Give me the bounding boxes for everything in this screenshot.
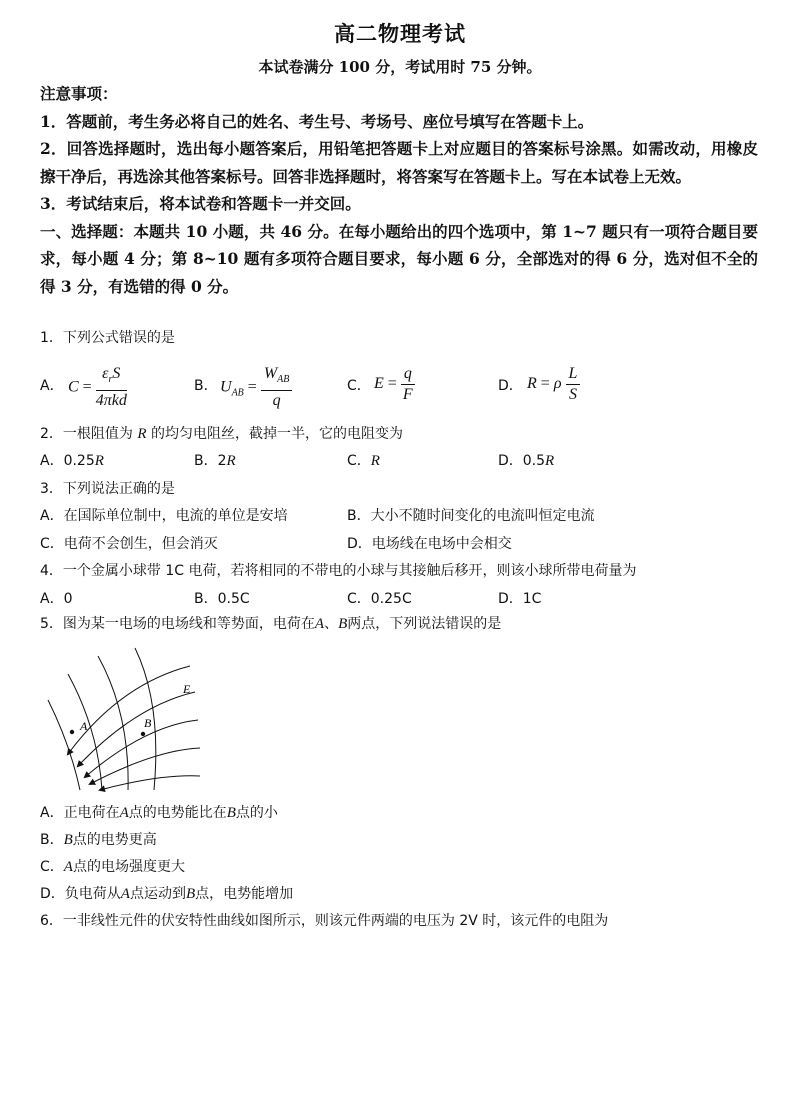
- q2a-text: A．0.25: [40, 453, 95, 469]
- q5-option-b: [40, 830, 157, 850]
- q1-option-d-formula: R = ρ $\frac{L}{S}$: [527, 364, 580, 405]
- q5d-mid: 点运动到: [129, 886, 186, 902]
- q4-option-b: B．0.5C: [194, 591, 250, 607]
- q2a-var: R: [94, 453, 104, 469]
- q1d-lhs: R: [527, 375, 537, 393]
- q2d-var: R: [545, 453, 555, 469]
- q1b-num: W: [263, 365, 278, 382]
- point-a: [70, 730, 74, 734]
- q1b-lhs: U: [220, 378, 232, 396]
- q1d-rho: ρ: [553, 375, 562, 393]
- q4-option-c: C．0.25C: [347, 591, 412, 607]
- question-4-stem: 4．一个金属小球带 1C 电荷，若将相同的不带电的小球与其接触后移开，则该小球所带电荷量为: [40, 563, 637, 579]
- q1d-num: L: [568, 365, 578, 382]
- q2-stem-pre: 2．一根阻值为: [40, 426, 133, 442]
- q5d-v2: B: [185, 886, 196, 902]
- field-line-5: [100, 776, 200, 790]
- q1c-den: F: [402, 386, 413, 403]
- label-b: B: [144, 716, 152, 730]
- q2-option-d: [498, 451, 554, 471]
- q5-option-d: [40, 884, 293, 904]
- q5-stem-pre: 5．图为某一电场的电场线和等势面，电荷在: [40, 616, 315, 632]
- notice-heading: 注意事项：: [40, 84, 118, 103]
- q2-stem-post: 的均匀电阻丝，截掉一半，它的电阻变为: [151, 426, 403, 442]
- q5a-pre: A．正电荷在: [40, 805, 120, 821]
- q5a-v2: B: [226, 805, 236, 821]
- question-1-stem: 1．下列公式错误的是: [40, 330, 175, 346]
- q1d-den: S: [568, 386, 577, 403]
- q1b-num-sub: AB: [277, 374, 290, 386]
- field-line-4: [90, 748, 200, 784]
- q1-option-d-label: D．: [498, 378, 523, 394]
- field-line-2: [78, 692, 195, 766]
- q2b-text: B．2: [194, 453, 227, 469]
- q1a-num-tail: S: [112, 365, 121, 382]
- q1-option-a-label: A．: [40, 378, 64, 394]
- section-one-instructions: 一、选择题：本题共 10 小题，共 46 分。在每小题给出的四个选项中，第 1~7 题只有一项符合题目要求，每小题 4 分；第 8~10 题有多项符合题目要求，每小题 6 分，全部选对的得 6 分，选对但不全的得 3 分，有选错的得 0 分。: [40, 221, 758, 296]
- q1c-lhs: E: [374, 375, 384, 393]
- field-line-3: [85, 720, 198, 777]
- exam-subtitle: 本试卷满分 100 分，考试用时 75 分钟。: [258, 58, 542, 76]
- exam-title: 高二物理考试: [334, 21, 466, 46]
- question-5-stem: [40, 614, 501, 634]
- q1c-num: q: [403, 365, 412, 382]
- q1-option-b-label: B．: [194, 378, 218, 394]
- equipotential-line-3: [98, 656, 128, 790]
- q1c-fraction: [401, 364, 415, 405]
- q2-option-c: [347, 451, 380, 471]
- q5-stem-sep: 、: [324, 616, 339, 632]
- q2-stem-var: R: [137, 426, 147, 442]
- q5-option-c: [40, 857, 185, 877]
- question-2-stem: [40, 424, 403, 444]
- q5d-pre: D．负电荷从: [40, 886, 121, 902]
- label-e: E: [183, 682, 191, 696]
- notice-item-1: 1．答题前，考生务必将自己的姓名、考生号、考场号、座位号填写在答题卡上。: [40, 111, 594, 131]
- q1d-fraction: [566, 364, 581, 405]
- electric-field-diagram: [40, 644, 210, 794]
- q2-option-b: [194, 451, 236, 471]
- question-3-stem: 3．下列说法正确的是: [40, 481, 175, 497]
- q1a-lhs: C: [68, 378, 79, 396]
- q3-option-c: C．电荷不会创生，但会消灭: [40, 536, 218, 552]
- q5d-v1: A: [120, 886, 130, 902]
- q1-option-c-formula: E = $\frac{q}{F}$: [374, 364, 415, 405]
- q2d-text: D．0.5: [498, 453, 546, 469]
- label-a: A: [80, 719, 88, 733]
- q5b-v1: B: [63, 832, 73, 848]
- q2c-text: C．: [347, 453, 371, 469]
- q1a-den: 4πkd: [95, 392, 127, 410]
- q5-option-a: [40, 803, 278, 823]
- q2b-var: R: [226, 453, 236, 469]
- field-line-1: [68, 666, 190, 754]
- q2c-var: R: [370, 453, 380, 469]
- q3-option-b: B．大小不随时间变化的电流叫恒定电流: [347, 508, 595, 524]
- notice-section: [40, 80, 758, 300]
- q1-option-b-formula: $U_{AB}$ = $\frac{W_{AB}}{q}$: [220, 364, 292, 411]
- q1b-fraction: [261, 364, 293, 411]
- q1b-den: q: [272, 392, 281, 410]
- q5c-v1: A: [63, 859, 73, 875]
- q5a-post: 点的小: [235, 805, 278, 821]
- q5a-v1: A: [119, 805, 129, 821]
- q5c-post: 点的电场强度更大: [72, 859, 185, 875]
- q3-option-d: D．电场线在电场中会相交: [347, 536, 512, 552]
- q5-stem-var-a: A: [314, 616, 325, 632]
- q5d-post: 点，电势能增加: [195, 886, 294, 902]
- q5-stem-var-b: B: [338, 616, 348, 632]
- q1-option-a-formula: C = $\frac{\varepsilon_rS}{\text{4πkd}}$: [68, 365, 127, 410]
- q2-option-a: [40, 451, 104, 471]
- q5b-post: 点的电势更高: [72, 832, 157, 848]
- q3-option-a: A．在国际单位制中，电流的单位是安培: [40, 508, 288, 524]
- q1-option-c-label: C．: [347, 378, 371, 394]
- q5c-pre: C．: [40, 859, 64, 875]
- q4-option-a: A．0: [40, 591, 73, 607]
- q4-option-d: D．1C: [498, 591, 542, 607]
- q1a-num-epsilon: ε: [102, 365, 109, 382]
- q5b-pre: B．: [40, 832, 64, 848]
- question-6-stem: 6．一非线性元件的伏安特性曲线如图所示，则该元件两端的电压为 2V 时，该元件的电阻为: [40, 913, 609, 929]
- q5a-mid: 点的电势能比在: [128, 805, 227, 821]
- q1a-fraction: [96, 364, 127, 411]
- q1b-lhs-sub: AB: [231, 387, 244, 399]
- point-b: [141, 732, 145, 736]
- notice-item-2: 2．回答选择题时，选出每小题答案后，用铅笔把答题卡上对应题目的答案标号涂黑。如需改动，用橡皮擦干净后，再选涂其他答案标号。回答非选择题时，将答案写在答题卡上。写在本试卷上无效。: [40, 139, 758, 186]
- notice-item-3: 3．考试结束后，将本试卷和答题卡一并交回。: [40, 194, 361, 213]
- q1a-num-sub: r: [108, 374, 113, 386]
- q5-stem-post: 两点，下列说法错误的是: [347, 616, 502, 632]
